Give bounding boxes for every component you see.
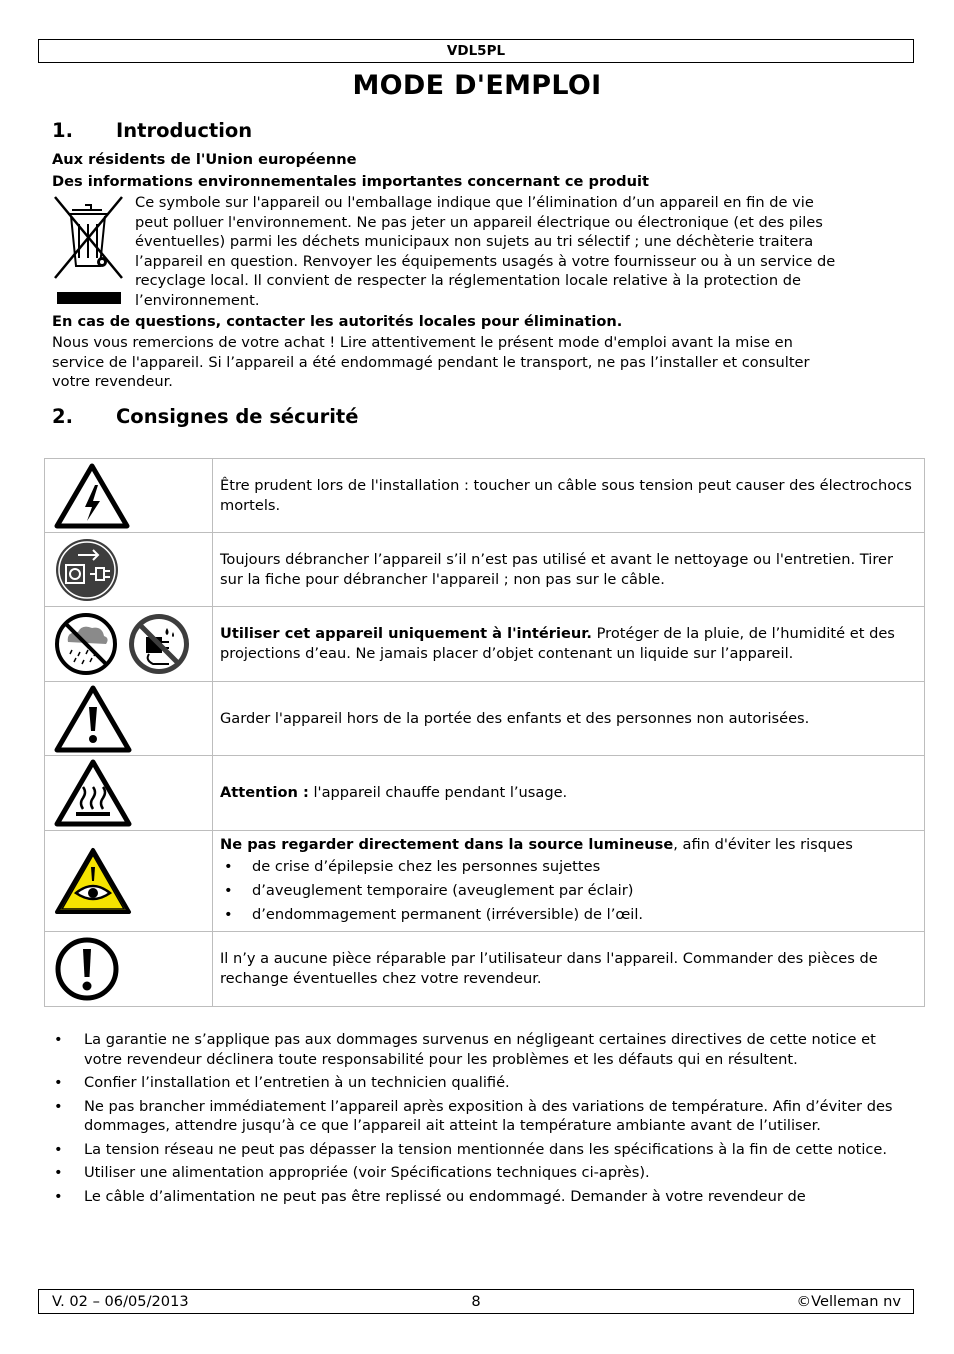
safety-table (44, 458, 925, 1007)
thanks-line: votre revendeur. (52, 373, 173, 390)
safety-row (45, 831, 925, 932)
list-item: • Le câble d’alimentation ne peut pas être replissé ou endommagé. Demander à votre revendeur de (52, 1187, 902, 1207)
safety-text: l'appareil chauffe pendant l’usage. (308, 784, 568, 801)
safety-bullet-list (52, 1030, 902, 1210)
thanks-line: service de l'appareil. Si l’appareil a été endommagé pendant le transport, ne pas l’installer et consulter (52, 353, 810, 371)
safety-row (45, 756, 925, 831)
safety-bold: Utiliser cet appareil uniquement à l'intérieur. (220, 625, 592, 642)
list-item: • Confier l’installation et l’entretien à un technicien qualifié. (52, 1073, 902, 1093)
safety-bold: Attention : (220, 784, 309, 801)
safety-icon-cell (45, 459, 213, 533)
weee-line: Ce symbole sur l'appareil ou l'emballage indique que l’élimination d’un appareil en fin de vie (135, 194, 814, 211)
safety-text: , afin d'éviter les risques (673, 836, 853, 853)
thanks-line: Nous vous remercions de votre achat ! Lire attentivement le présent mode d'emploi avant la mise en (52, 334, 793, 351)
safety-text-cell (213, 533, 925, 607)
safety-icon-cell (45, 831, 213, 932)
list-item: • La garantie ne s’applique pas aux dommages survenus en négligeant certaines directives de cette notice et votre revendeur déclinera toute responsabilité pour les problèmes et les défauts qui en résultent. (52, 1030, 902, 1069)
list-item: • de crise d’épilepsie chez les personnes sujettes (220, 855, 916, 879)
no-water-on-plug-icon (127, 612, 191, 676)
safety-text: Il n’y a aucune pièce réparable par l’utilisateur dans l'appareil. Commander des pièces de rechange éventuelles chez votre revendeur. (220, 950, 878, 987)
environment-heading: Des informations environnementales importantes concernant ce produit (52, 173, 649, 190)
safety-text-cell (213, 607, 925, 682)
list-item: • Ne pas brancher immédiatement l’appareil après exposition à des variations de température. Afin d’éviter des dommages, attendre jusqu’à ce que l’appareil ait atteint la température ambiante avant de l’utiliser. (52, 1097, 902, 1136)
list-item: • Utiliser une alimentation appropriée (voir Spécifications techniques ci-après). (52, 1163, 902, 1183)
list-item: • d’endommagement permanent (irréversible) de l’œil. (220, 903, 916, 927)
safety-text: Garder l'appareil hors de la portée des enfants et des personnes non autorisées. (220, 709, 810, 727)
list-item: • La tension réseau ne peut pas dépasser la tension mentionnée dans les spécifications à la fin de cette notice. (52, 1140, 902, 1160)
safety-icon-cell (45, 533, 213, 607)
no-rain-icon (54, 612, 118, 676)
safety-text-cell (213, 831, 925, 932)
version-date: V. 02 – 06/05/2013 (52, 1293, 189, 1310)
safety-text: Être prudent lors de l'installation : toucher un câble sous tension peut causer des électrochocs mortels. (220, 476, 912, 514)
document-footer (38, 1289, 914, 1314)
eye-light-warning-icon (54, 847, 132, 915)
exclamation-circle-icon (54, 936, 120, 1002)
weee-notice (135, 193, 915, 310)
safety-text-cell (213, 932, 925, 1007)
unplug-icon (54, 537, 120, 603)
safety-icon-cell (45, 682, 213, 756)
section-1-title: Introduction (116, 119, 253, 142)
safety-bold: Ne pas regarder directement dans la source lumineuse (220, 836, 674, 853)
weee-line: l’appareil en question. Renvoyer les équipements usagés à votre fournisseur ou à un service de (135, 252, 836, 270)
section-2-title: Consignes de sécurité (116, 405, 359, 428)
weee-line: recyclage local. Il convient de respecter la réglementation locale relative à la protection de (135, 272, 801, 289)
weee-line: l’environnement. (135, 291, 260, 309)
general-warning-icon (54, 685, 132, 753)
weee-line: éventuelles) parmi les déchets municipaux non sujets au tri sélectif ; une déchèterie traitera (135, 233, 814, 250)
safety-icon-cell (45, 756, 213, 831)
safety-icon-cell (45, 932, 213, 1007)
list-item: • d’aveuglement temporaire (aveuglement par éclair) (220, 879, 916, 903)
page-title: MODE D'EMPLOI (352, 70, 602, 101)
safety-row (45, 459, 925, 533)
safety-row (45, 682, 925, 756)
hot-surface-warning-icon (54, 759, 132, 827)
model-name: VDL5PL (446, 43, 506, 59)
eye-risk-list (220, 855, 916, 927)
document-header (38, 39, 914, 63)
section-1-number: 1. (52, 119, 73, 142)
section-2-heading (52, 405, 358, 428)
weee-line: peut polluer l'environnement. Ne pas jeter un appareil électrique ou électronique (et des piles (135, 213, 823, 231)
thanks-paragraph (52, 333, 912, 392)
page-number: 8 (471, 1293, 481, 1310)
eu-residents-heading: Aux résidents de l'Union européenne (52, 151, 357, 168)
safety-icon-cell (45, 607, 213, 682)
safety-text-cell (213, 756, 925, 831)
safety-row (45, 932, 925, 1007)
section-2-number: 2. (52, 405, 73, 428)
safety-row (45, 607, 925, 682)
electric-shock-warning-icon (54, 463, 130, 529)
safety-row (45, 533, 925, 607)
safety-text: Toujours débrancher l’appareil s’il n’est pas utilisé et avant le nettoyage ou l'entretien. Tirer sur la fiche pour débrancher l'appareil ; non pas sur le câble. (220, 550, 893, 588)
weee-bin-icon (52, 194, 124, 306)
section-1-heading (52, 119, 252, 142)
safety-text-cell (213, 682, 925, 756)
questions-notice: En cas de questions, contacter les autorités locales pour élimination. (52, 313, 623, 330)
safety-text: Protéger de la pluie, de l’humidité et des projections d’eau. Ne jamais placer d’objet contenant un liquide sur l’appareil. (220, 625, 895, 662)
copyright: ©Velleman nv (796, 1293, 901, 1310)
safety-text-cell (213, 459, 925, 533)
